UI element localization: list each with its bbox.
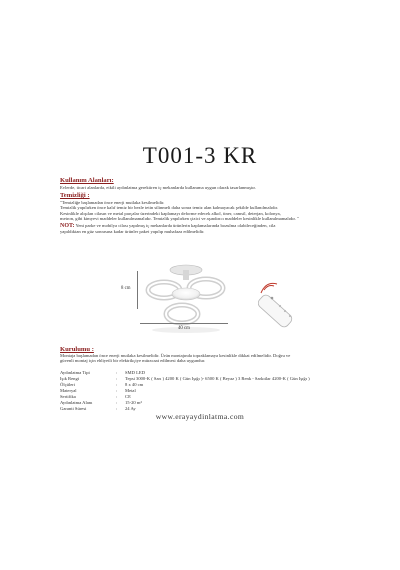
width-dimension-line <box>140 323 228 324</box>
note-label: NOT: <box>60 223 75 229</box>
spec-separator: : <box>116 400 118 405</box>
note-text-2: yapıldıktan en güz sonrasına kadar ürünler paket yapılıp muhafaza edilmelidir. <box>60 229 205 235</box>
specs-table <box>60 370 390 412</box>
spec-separator: : <box>116 388 118 393</box>
spec-key: Aydınlatma Tipi <box>60 370 90 375</box>
width-dimension: 40 cm <box>178 326 190 331</box>
note-block <box>60 223 380 235</box>
spec-key: Sertifika <box>60 394 76 399</box>
cleaning-line: Kesinlikle alışılan cilasın ve metal parçalar üzerindeki kaplamayı deforme edecek alkol, tiner, camsil, deterjan, kolonya, <box>60 210 281 216</box>
spec-separator: : <box>116 382 118 387</box>
remote-control-icon <box>258 282 308 330</box>
spec-key: Işık Rengi <box>60 376 80 381</box>
spec-key: Garanti Süresi <box>60 406 87 411</box>
spec-key: Materyal <box>60 388 77 393</box>
cleaning-line: "Temizliğe başlamadan önce enerji mutlaka kesilmelidir. <box>60 200 165 205</box>
spec-value: 24 Ay <box>125 406 136 411</box>
cleaning-line: metron, gibi kimyevi maddeler kullanılmamalıdır. Temizlik yapılırken çizici ve aşındırıcı maddeler kesinlikle kullanılmamalıdır. " <box>60 216 300 222</box>
spec-value: 8 x 40 cm <box>125 382 144 387</box>
cleaning-text <box>60 200 380 222</box>
cleaning-heading: Temizliği : <box>60 192 90 199</box>
page-title: T001-3 KR <box>142 143 258 168</box>
usage-text: Evlerde, ticari alanlarda, etkili aydınlatma gerektiren iç mekanlarda kullanıma uygun olarak tasarlanmıştır. <box>60 185 256 190</box>
spec-key: Ölçüleri <box>60 382 76 387</box>
website-link[interactable]: www.erayaydinlatma.com <box>155 412 245 421</box>
cleaning-line: Temizlik yapılırken önce kalıf temiz bir bezle tetin silinmeli daha sonra temiz alan kalmayacak şekilde kullanılmalıdır. <box>60 205 279 211</box>
spec-key: Aydınlatma Alanı <box>60 400 93 405</box>
note-text-1: Yeni parke ve mobilya cilası yapılmış iç mekanlarda ürünlerin kaplamalarında bozulma olabileceğinden, cila <box>74 223 276 228</box>
spec-value: SMD LED <box>125 370 146 375</box>
spec-value: Tepsi 3000-K ( Sarı ) 4200 K ( Gün Işığı )- 6500 K ( Beyaz ) 3 Renk - Sarkıtlar 4200-K ( Gün Işığı ) <box>125 376 310 381</box>
installation-text <box>60 353 380 364</box>
installation-line-2: güvenli montaj için ehliyetli bir elektrikçiye müracaat edilmesi daha uygundur. <box>60 358 206 364</box>
spec-separator: : <box>116 370 118 375</box>
spec-separator: : <box>116 376 118 381</box>
height-dimension-line <box>137 271 138 309</box>
spec-separator: : <box>116 394 118 399</box>
height-dimension: 8 cm <box>121 286 131 291</box>
spec-value: CE <box>125 394 131 399</box>
spec-value: Metal <box>125 388 136 393</box>
usage-heading: Kullanım Alanları: <box>60 177 114 184</box>
spec-value: 15-20 m² <box>125 400 142 405</box>
spec-separator: : <box>116 406 118 411</box>
installation-line-1: Montaja başlamadan önce enerji mutlaka kesilmelidir. Ürün montajında topraklamaya kesinlikle dikkat edilmelidir. Doğru ve <box>60 353 291 358</box>
installation-heading: Kurulumu : <box>60 346 94 353</box>
